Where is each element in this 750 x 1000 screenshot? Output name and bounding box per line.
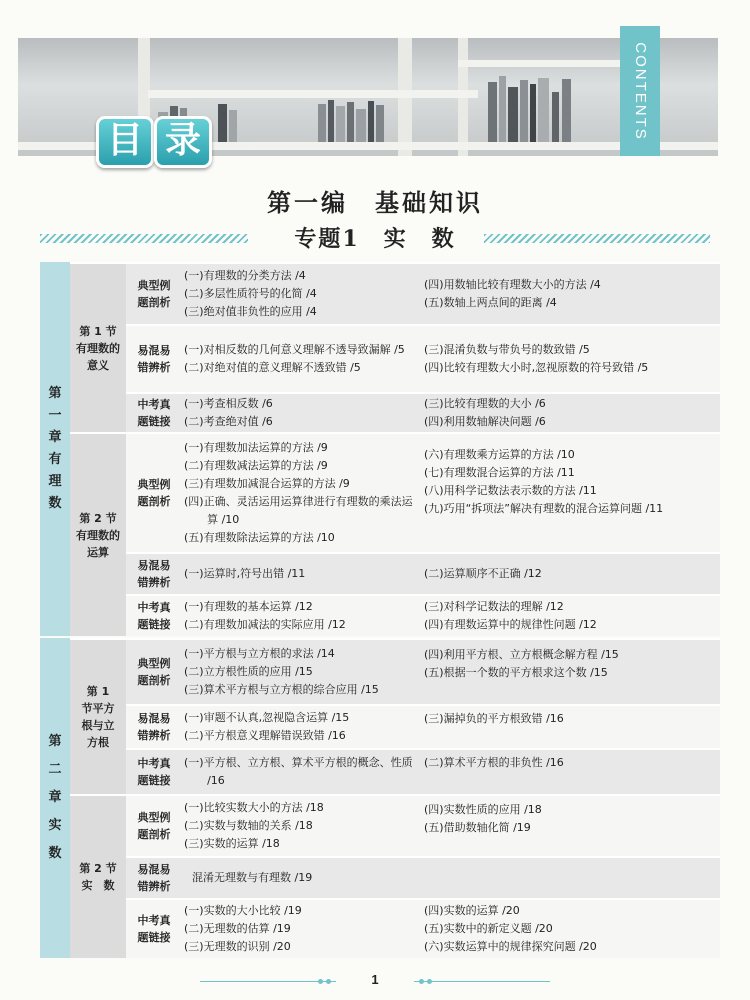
toc-entry[interactable]: (四)有理数运算中的规律性问题 /12 (424, 618, 597, 631)
entries-right (424, 750, 716, 794)
toc-entry[interactable]: (六)实数运算中的规律探究问题 /20 (424, 940, 597, 953)
mulu-title-char: 录 (154, 116, 212, 168)
toc-entry[interactable]: (三)绝对值非负性的应用 /4 (184, 305, 317, 318)
entries-left (184, 900, 420, 958)
subsection-label: 易混易错辨析 (137, 712, 171, 742)
entries-right (424, 326, 716, 392)
page-footer (0, 972, 750, 992)
entries-right (424, 554, 716, 594)
toc-entry[interactable]: (三)无理数的识别 /20 (184, 940, 291, 953)
toc-entry[interactable]: (二)立方根性质的应用 /15 (184, 665, 313, 678)
topic-heading (40, 222, 710, 256)
subsection-label: 中考真题链接 (137, 398, 171, 428)
contents-label: CONTENTS (631, 41, 649, 141)
topic-title: 专题1 实 数 (294, 226, 456, 252)
toc-entry[interactable]: (一)运算时,符号出错 /11 (184, 567, 306, 580)
toc-entry[interactable]: (四)用数轴比较有理数大小的方法 /4 (424, 278, 601, 291)
shelf-board (458, 60, 628, 67)
toc-subsection (126, 324, 720, 392)
subsection-label: 中考真题链接 (137, 914, 171, 944)
entries-left (184, 706, 420, 748)
toc-entry[interactable]: (四)正确、灵活运用运算律进行有理数的乘法运算 /10 (184, 495, 413, 526)
toc-entry[interactable]: (一)考查相反数 /6 (184, 397, 273, 410)
entries-right (424, 264, 716, 324)
subsection-label: 易混易错辨析 (137, 344, 171, 374)
toc-entry[interactable]: (一)有理数的分类方法 /4 (184, 269, 306, 282)
entries-left (184, 264, 420, 324)
section-title: 第 1 节有理数的意义 (76, 324, 120, 372)
chapter-label (40, 262, 70, 636)
toc-entry[interactable]: (一)比较实数大小的方法 /18 (184, 801, 324, 814)
entries-right (424, 596, 716, 636)
toc-entry[interactable]: (一)审题不认真,忽视隐含运算 /15 (184, 711, 350, 724)
books (488, 70, 628, 142)
toc-entry[interactable]: (八)用科学记数法表示数的方法 /11 (424, 484, 597, 497)
toc-entry[interactable]: (二)运算顺序不正确 /12 (424, 567, 542, 580)
shelf-board (148, 90, 478, 98)
toc-entry[interactable]: (五)借助数轴化简 /19 (424, 821, 531, 834)
toc-entry[interactable]: (九)巧用“拆项法”解决有理数的混合运算问题 /11 (424, 502, 664, 515)
entries-left (184, 554, 420, 594)
toc-entry[interactable]: (三)对科学记数法的理解 /12 (424, 600, 564, 613)
section-label (70, 794, 126, 958)
subsection-label: 中考真题链接 (137, 601, 171, 631)
section-title: 第 1 节平方根与立方根 (81, 685, 115, 749)
chapter-title: 第二章实数 (48, 734, 62, 861)
part-title: 第一编 基础知识 (267, 188, 483, 217)
entries-left (192, 858, 428, 898)
subsection-label: 典型例题剖析 (137, 279, 171, 309)
entries-left (184, 796, 420, 856)
toc-subsection (126, 594, 720, 636)
footer-dot (326, 979, 331, 984)
footer-rule (200, 981, 336, 982)
entries-left (184, 640, 420, 704)
toc-entry[interactable]: (二)多层性质符号的化简 /4 (184, 287, 317, 300)
entries-left (184, 326, 420, 392)
toc-entry[interactable]: (七)有理数混合运算的方法 /11 (424, 466, 575, 479)
toc-subsection (126, 856, 720, 898)
toc-entry[interactable]: 混淆无理数与有理数 /19 (192, 871, 313, 884)
entries-right (424, 900, 716, 958)
subsection-label: 典型例题剖析 (137, 657, 171, 687)
toc-subsection (126, 794, 720, 856)
footer-dot (318, 979, 323, 984)
toc-entry[interactable]: (一)有理数的基本运算 /12 (184, 600, 313, 613)
toc-entry[interactable]: (二)无理数的估算 /19 (184, 922, 291, 935)
entries-right (424, 796, 716, 856)
entries-left (184, 596, 420, 636)
toc-entry[interactable]: (二)考查绝对值 /6 (184, 415, 273, 428)
entries-right (424, 706, 716, 748)
entries-right (424, 394, 716, 432)
toc-subsection (126, 432, 720, 552)
toc-entry[interactable]: (一)有理数加法运算的方法 /9 (184, 441, 328, 454)
toc-entry[interactable]: (三)混淆负数与带负号的数致错 /5 (424, 343, 590, 356)
toc-entry[interactable]: (二)算术平方根的非负性 /16 (424, 756, 564, 769)
books (318, 98, 398, 142)
toc-entry[interactable]: (五)数轴上两点间的距离 /4 (424, 296, 557, 309)
toc-entry[interactable]: (三)漏掉负的平方根致错 /16 (424, 712, 564, 725)
entries-left (184, 750, 420, 794)
subsection-label: 典型例题剖析 (137, 811, 171, 841)
section-label (70, 262, 126, 432)
section-label (70, 432, 126, 636)
toc-entry[interactable]: (一)实数的大小比较 /19 (184, 904, 302, 917)
toc-subsection (126, 704, 720, 748)
toc-entry[interactable]: (五)根据一个数的平方根求这个数 /15 (424, 666, 608, 679)
mulu-title-char: 目 (96, 116, 154, 168)
chapter-label (40, 638, 70, 958)
toc-subsection (126, 262, 720, 324)
toc-entry[interactable]: (四)利用数轴解决问题 /6 (424, 415, 546, 428)
toc-entry[interactable]: (三)算术平方根与立方根的综合应用 /15 (184, 683, 379, 696)
toc-entry[interactable]: (五)实数中的新定义题 /20 (424, 922, 553, 935)
toc-entry[interactable]: (四)比较有理数大小时,忽视原数的符号致错 /5 (424, 361, 649, 374)
toc-entry[interactable]: (六)有理数乘方运算的方法 /10 (424, 448, 575, 461)
toc-entry[interactable]: (二)平方根意义理解错误致错 /16 (184, 729, 346, 742)
toc-subsection (126, 638, 720, 704)
section-title: 第 2 节实 数 (79, 862, 117, 892)
toc-entry[interactable]: (三)比较有理数的大小 /6 (424, 397, 546, 410)
entries-left (184, 434, 420, 552)
toc-entry[interactable]: (二)有理数加减法的实际应用 /12 (184, 618, 346, 631)
entries-left (184, 394, 420, 432)
section-title: 第 2 节有理数的运算 (76, 511, 120, 559)
page-number: 1 (371, 972, 379, 987)
toc-subsection (126, 898, 720, 958)
toc-subsection (126, 552, 720, 594)
toc-entry[interactable]: (三)有理数加减混合运算的方法 /9 (184, 477, 350, 490)
toc-entry[interactable]: (一)平方根、立方根、算术平方根的概念、性质 /16 (184, 756, 413, 787)
subsection-label: 易混易错辨析 (137, 863, 171, 893)
toc-entry[interactable]: (二)有理数减法运算的方法 /9 (184, 459, 328, 472)
entries-right (424, 640, 716, 704)
subsection-label: 易混易错辨析 (137, 559, 171, 589)
subsection-label: 典型例题剖析 (137, 478, 171, 508)
toc-entry[interactable]: (一)对相反数的几何意义理解不透导致漏解 /5 (184, 343, 405, 356)
toc-subsection (126, 748, 720, 794)
toc-entry[interactable]: (五)有理数除法运算的方法 /10 (184, 531, 335, 544)
entries-right (424, 434, 716, 552)
section-label (70, 638, 126, 794)
toc-entry[interactable]: (二)实数与数轴的关系 /18 (184, 819, 313, 832)
toc-entry[interactable]: (四)利用平方根、立方根概念解方程 /15 (424, 648, 619, 661)
toc-entry[interactable]: (四)实数的运算 /20 (424, 904, 520, 917)
toc-entry[interactable]: (一)平方根与立方根的求法 /14 (184, 647, 335, 660)
chapter-title: 第一章有理数 (48, 386, 62, 511)
toc-entry[interactable]: (四)实数性质的应用 /18 (424, 803, 542, 816)
footer-rule (414, 981, 550, 982)
toc-entry[interactable]: (三)实数的运算 /18 (184, 837, 280, 850)
toc-entry[interactable]: (二)对绝对值的意义理解不透致错 /5 (184, 361, 361, 374)
toc-subsection (126, 392, 720, 432)
subsection-label: 中考真题链接 (137, 757, 171, 787)
